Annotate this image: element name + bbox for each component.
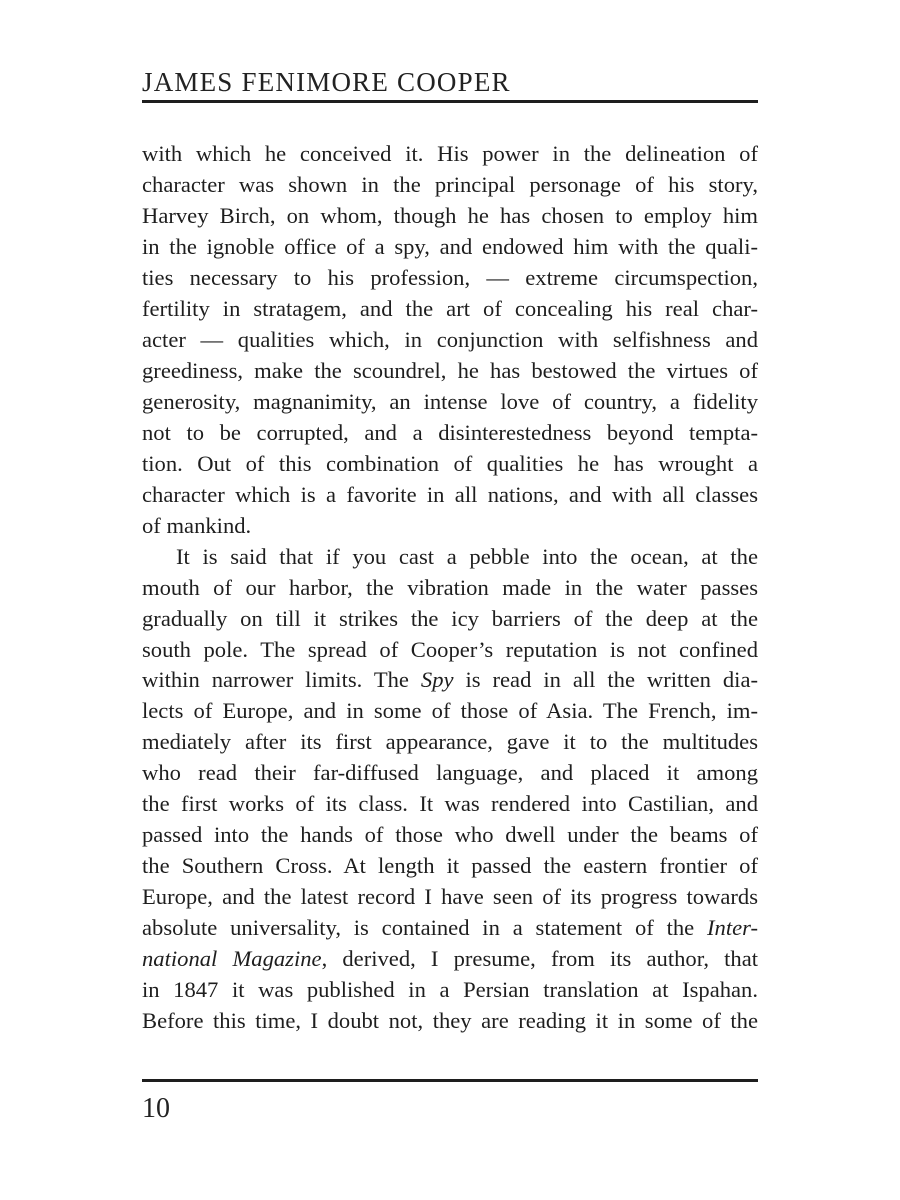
text-segment: within narrower limits. The [142,667,421,693]
text-line [142,944,758,975]
italic-title-magazine: Inter- [707,915,758,941]
text-segment: absolute universality, is contained in a statement of the [142,915,707,941]
paragraph-2 [142,542,758,1038]
text-line: acter — qualities which, in conjunction with selfishness and [142,326,758,352]
text-line: not to be corrupted, and a disinterestedness beyond tempta- [142,419,758,445]
page-number: 10 [142,1093,170,1124]
text-line: greediness, make the scoundrel, he has bestowed the virtues of [142,357,758,383]
text-line [142,913,758,944]
text-line: in the ignoble office of a spy, and endowed him with the quali- [142,233,758,259]
text-line: character was shown in the principal personage of his story, [142,171,758,197]
text-line: of mankind. [142,512,252,538]
text-line: ties necessary to his profession, — extreme circumspection, [142,264,758,290]
text-line: character which is a favorite in all nations, and with all classes [142,481,758,507]
text-line: fertility in stratagem, and the art of concealing his real char- [142,295,758,321]
text-line: It is said that if you cast a pebble into the ocean, at the [176,543,758,569]
text-line: in 1847 it was published in a Persian translation at Ispahan. [142,977,758,1003]
text-line: Europe, and the latest record I have seen of its progress towards [142,884,758,910]
text-line: the Southern Cross. At length it passed the eastern frontier of [142,853,758,879]
paragraph-1 [142,139,758,542]
italic-title-magazine: national Magazine [142,946,322,972]
text-line: the first works of its class. It was rendered into Castilian, and [142,791,758,817]
footer-rule [142,1079,758,1082]
text-line: south pole. The spread of Cooper’s reputation is not confined [142,636,758,662]
text-line: gradually on till it strikes the icy barriers of the deep at the [142,605,758,631]
text-line: lects of Europe, and in some of those of Asia. The French, im- [142,698,758,724]
text-segment: is read in all the written dia- [453,667,759,693]
text-line: tion. Out of this combination of qualities he has wrought a [142,450,758,476]
header-rule [142,100,758,103]
text-segment: , derived, I presume, from its author, that [321,946,758,972]
running-title: JAMES FENIMORE COOPER [142,67,511,97]
page-body [142,139,758,1037]
text-line: who read their far-diffused language, and placed it among [142,760,758,786]
text-line: mediately after its first appearance, gave it to the multitudes [142,729,758,755]
text-line [142,665,758,696]
text-line: Before this time, I doubt not, they are reading it in some of the [142,1008,758,1034]
text-line: passed into the hands of those who dwell under the beams of [142,822,758,848]
text-line: Harvey Birch, on whom, though he has chosen to employ him [142,202,758,228]
italic-title-spy: Spy [420,667,454,693]
text-line: with which he conceived it. His power in the delineation of [142,141,758,166]
text-line: mouth of our harbor, the vibration made in the water passes [142,574,758,600]
text-line: generosity, magnanimity, an intense love of country, a fidelity [142,388,758,414]
